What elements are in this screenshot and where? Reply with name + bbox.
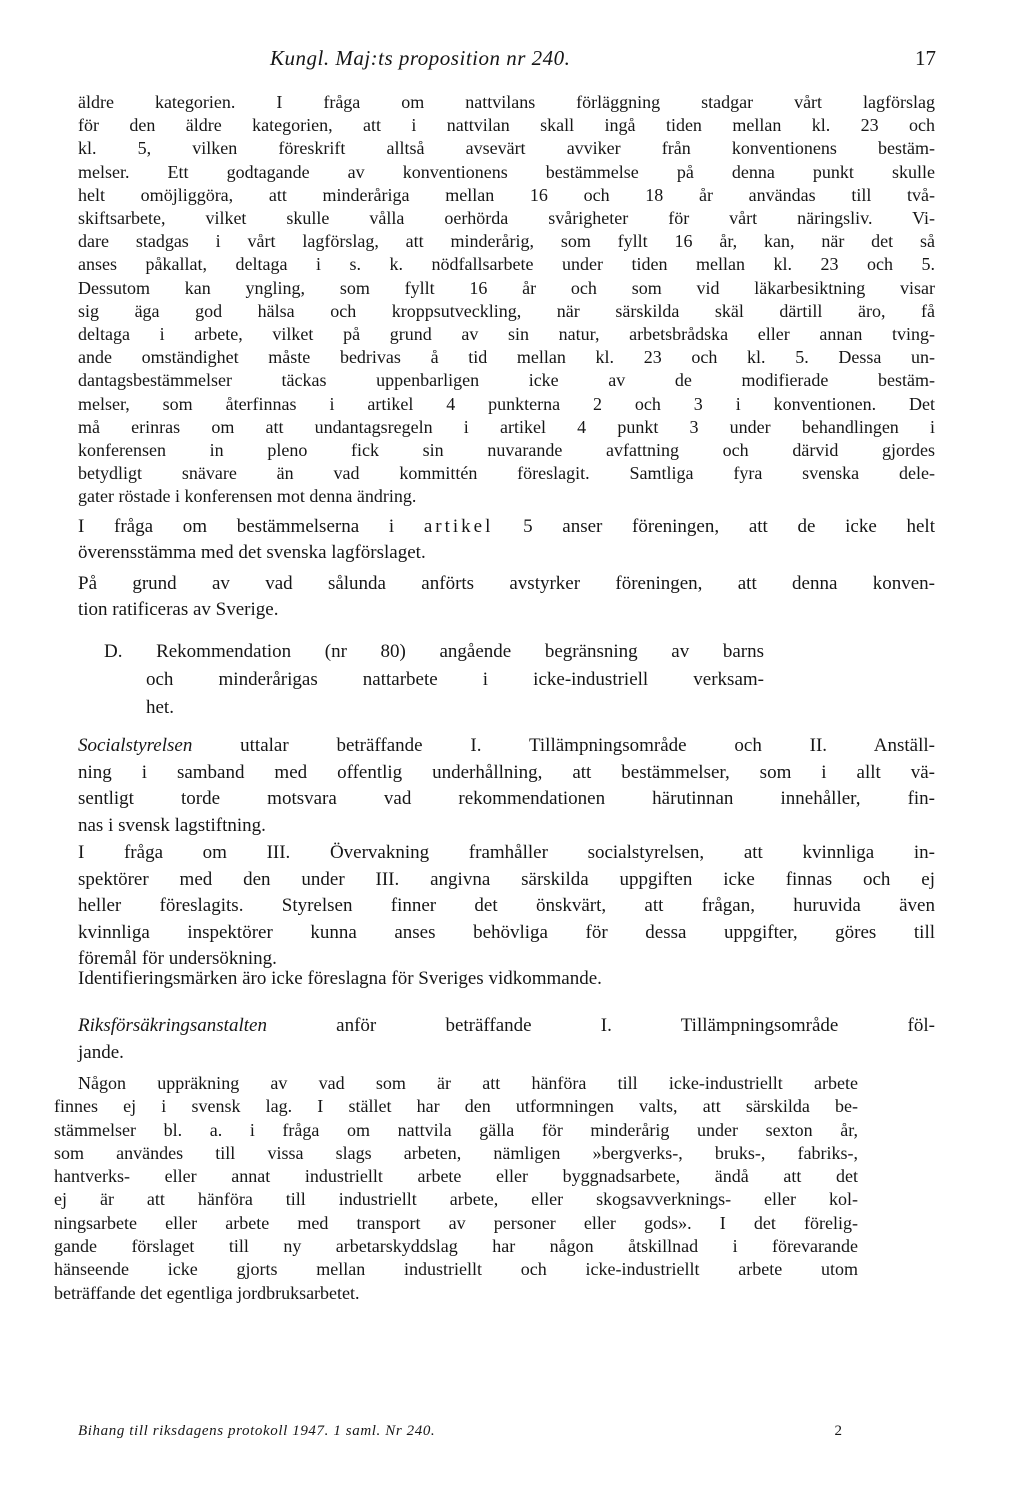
text-line: stämmelser bl. a. i fråga om nattvila gälla för minderårig under sexton år,	[54, 1119, 858, 1140]
italic-term: Riksförsäkringsanstalten	[78, 1015, 267, 1036]
text-line: dare stadgas i vårt lagförslag, att minderårig, som fyllt 16 år, kan, när det så	[78, 231, 935, 252]
text-line: Identifieringsmärken äro icke föreslagna för Sveriges vidkommande.	[78, 968, 602, 989]
text-line: nas i svensk lagstiftning.	[78, 814, 266, 836]
text-line: dantagsbestämmelser täckas uppenbarligen icke av de modifierade bestäm-	[78, 370, 935, 391]
header-title: Kungl. Maj:ts proposition nr 240.	[270, 46, 571, 70]
text-line: som användes till vissa slags arbeten, nämligen »bergverks-, bruks-, fabriks-,	[54, 1142, 858, 1163]
text-line	[78, 514, 935, 540]
text-line: ning i samband med offentlig underhållning, att bestämmelser, som i allt vä-	[78, 761, 935, 783]
document-page	[78, 40, 942, 80]
page-number: 17	[915, 46, 936, 70]
paragraph-2	[78, 514, 935, 566]
heading-line: het.	[146, 697, 174, 718]
text-line: melser, som återfinnas i artikel 4 punkterna 2 och 3 i konventionen. Det	[78, 393, 935, 414]
text-line: ningsarbete eller arbete med transport av personer eller gods». I det förelig-	[54, 1212, 858, 1233]
text-line: jande.	[78, 1041, 124, 1063]
text-line: för den äldre kategorien, att i nattvilan skall ingå tiden mellan kl. 23 och	[78, 115, 935, 136]
signature-mark: 2	[834, 1423, 842, 1439]
text-line: melser. Ett godtagande av konventionens bestämmelse på denna punkt skulle	[78, 161, 935, 182]
text-line: deltaga i arbete, vilket på grund av sin natur, arbetsbrådska eller annan tving-	[78, 324, 935, 345]
italic-term: Socialstyrelsen	[78, 735, 193, 756]
text-line: På grund av vad sålunda anförts avstyrker föreningen, att denna konven-	[78, 573, 935, 594]
text-line: överensstämma med det svenska lagförslaget.	[78, 542, 426, 563]
text-line: anses påkallat, deltaga i s. k. nödfallsarbete under tiden mellan kl. 23 och 5.	[78, 254, 935, 275]
text-line: äldre kategorien. I fråga om nattvilans förläggning stadgar vårt lagförslag	[78, 92, 935, 112]
text-line: hänseende icke gjorts mellan industriellt och icke-industriellt arbete utom	[54, 1259, 858, 1280]
text-segment: I fråga om bestämmelserna i	[78, 516, 424, 537]
paragraph-6	[78, 966, 935, 992]
text-segment: uttalar beträffande I. Tillämpningsområde och II. Anställ-	[192, 735, 935, 756]
text-line: Någon uppräkning av vad som är att hänföra till icke-industriellt arbete	[78, 1073, 858, 1093]
text-line: må erinras om att undantagsregeln i artikel 4 punkt 3 under behandlingen i	[78, 416, 935, 437]
text-line	[78, 1013, 935, 1040]
text-line: ej är att hänföra till industriellt arbete, eller skogsavverknings- eller kol-	[54, 1189, 858, 1210]
text-line: gater röstade i konferensen mot denna ändring.	[78, 486, 417, 507]
text-line: skiftsarbete, vilket skulle vålla oerhörda svårigheter för vårt näringsliv. Vi-	[78, 208, 935, 229]
paragraph-1	[78, 91, 935, 509]
text-line: kl. 5, vilken föreskrift alltså avsevärt avviker från konventionens bestäm-	[78, 138, 935, 159]
paragraph-3	[78, 571, 935, 623]
page-footer	[78, 1423, 842, 1440]
text-line: gande förslaget till ny arbetarskyddslag har någon åtskillnad i förevarande	[54, 1236, 858, 1257]
running-header	[78, 40, 942, 80]
paragraph-4	[78, 733, 935, 839]
paragraph-5	[78, 840, 935, 973]
text-line: konferensen in pleno fick sin nuvarande avfattning och därvid gjordes	[78, 440, 935, 461]
text-segment: 5 anser föreningen, att de icke helt	[493, 516, 935, 537]
text-line: spektörer med den under III. angivna särskilda uppgiften icke finnas och ej	[78, 868, 935, 890]
spaced-term: artikel	[423, 516, 494, 537]
text-line: sig äga god hälsa och kroppsutveckling, när särskilda skäl därtill äro, få	[78, 300, 935, 321]
text-line: I fråga om III. Övervakning framhåller socialstyrelsen, att kvinnliga in-	[78, 842, 935, 863]
text-line: kvinnliga inspektörer kunna anses behövliga för dessa uppgifter, göres till	[78, 921, 935, 943]
text-line: hantverks- eller annat industriellt arbete eller byggnadsarbete, ändå att det	[54, 1166, 858, 1187]
heading-line: och minderårigas nattarbete i icke-industriell verksam-	[146, 669, 764, 690]
footer-text: Bihang till riksdagens protokoll 1947. 1 saml. Nr 240.	[78, 1423, 436, 1439]
text-line: helt omöjliggöra, att minderåriga mellan 16 och 18 år användas till två-	[78, 184, 935, 205]
paragraph-7	[78, 1013, 935, 1066]
text-line: betydligt snävare än vad kommittén föreslagit. Samtliga fyra svenska dele-	[78, 463, 935, 484]
paragraph-8	[54, 1072, 858, 1305]
text-line: föremål för undersökning.	[78, 948, 277, 969]
section-heading-d	[104, 638, 764, 722]
text-line: beträffande det egentliga jordbruksarbetet.	[54, 1282, 360, 1303]
heading-line: D. Rekommendation (nr 80) angående begränsning av barns	[104, 641, 764, 662]
text-line: finnes ej i svensk lag. I stället har den utformningen valts, att särskilda be-	[54, 1096, 858, 1117]
text-line: ande omständighet måste bedrivas å tid mellan kl. 23 och kl. 5. Dessa un-	[78, 347, 935, 368]
text-line: sentligt torde motsvara vad rekommendationen härutinnan innehåller, fin-	[78, 788, 935, 809]
text-line: heller föreslagits. Styrelsen finner det önskvärt, att frågan, huruvida även	[78, 895, 935, 916]
text-line: tion ratificeras av Sverige.	[78, 599, 279, 620]
text-line: Dessutom kan yngling, som fyllt 16 år och som vid läkarbesiktning visar	[78, 277, 935, 298]
text-segment: anför beträffande I. Tillämpningsområde föl-	[266, 1015, 935, 1036]
text-line	[78, 733, 935, 760]
